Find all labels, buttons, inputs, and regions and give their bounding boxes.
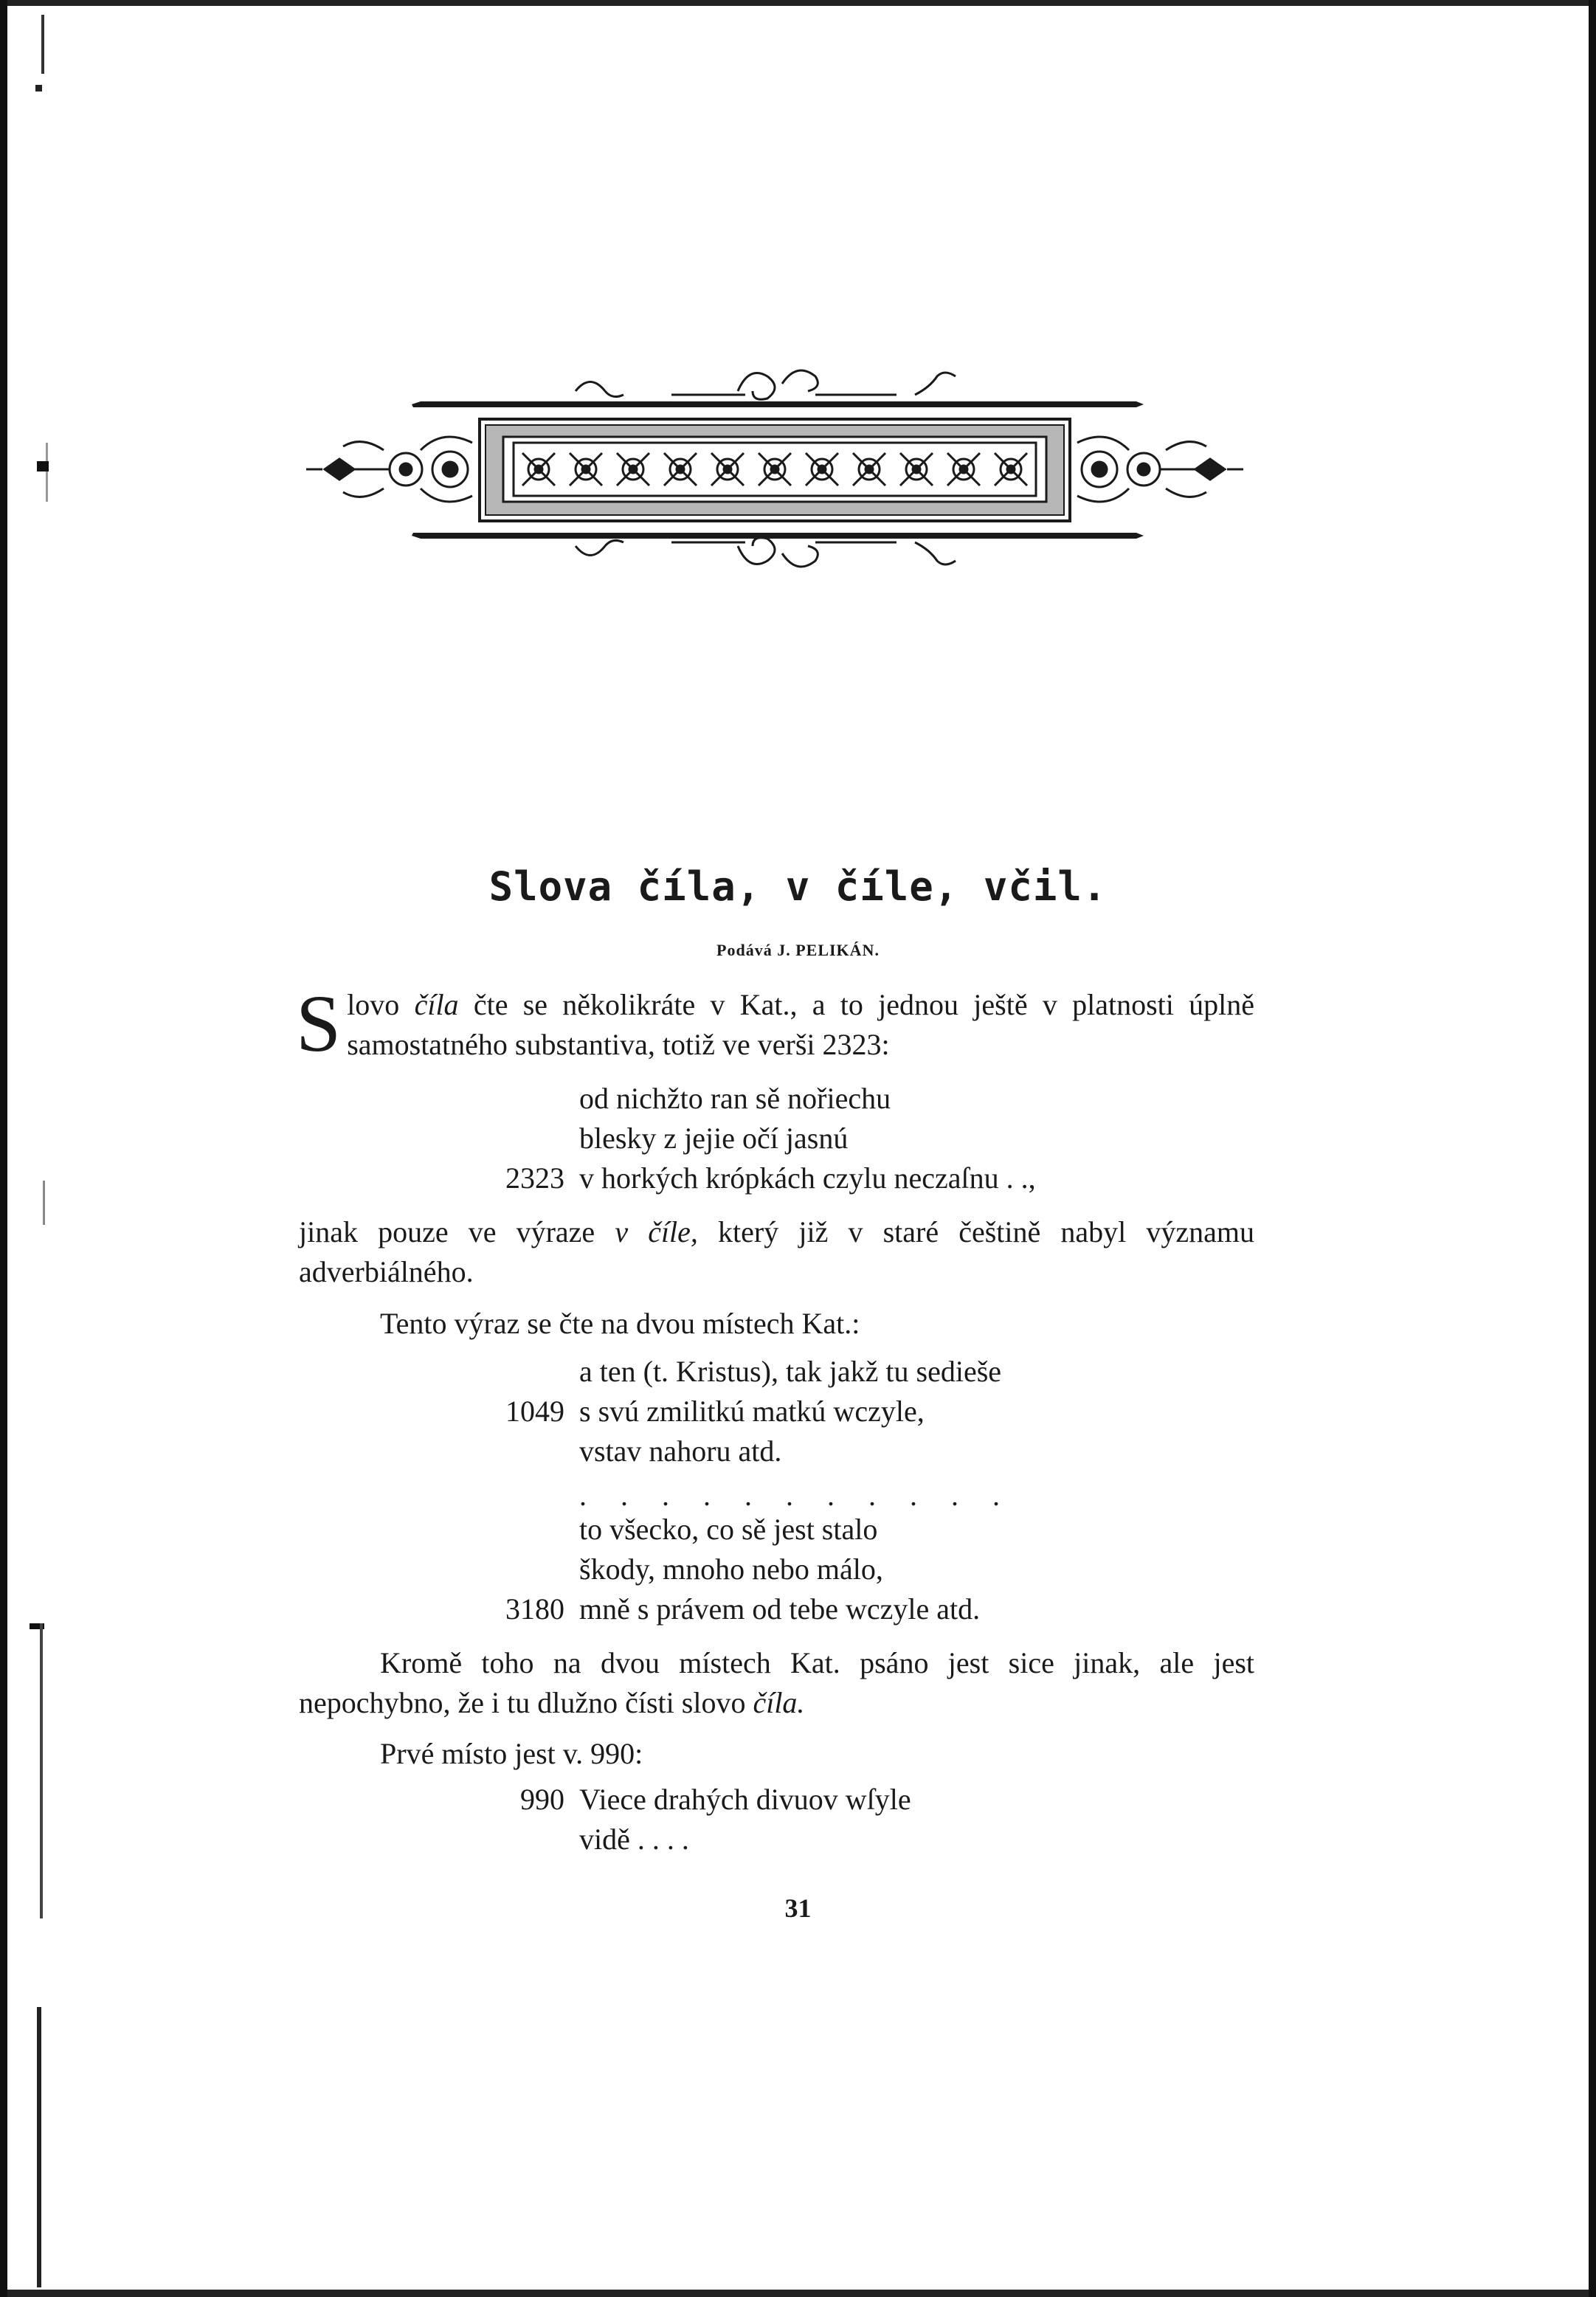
scan-binding-marks <box>7 0 59 2297</box>
scan-edge-top <box>0 0 1596 6</box>
scan-edge-bottom <box>0 2290 1596 2297</box>
emphasis-phrase: v číle, <box>615 1215 698 1248</box>
paragraph-4: Kromě toho na dvou místech Kat. psáno jest sice jinak, ale jest nepochybno, že i tu dlužno čísti slovo číla. <box>299 1646 1254 1719</box>
article-byline: Podává J. PELIKÁN. <box>716 941 880 959</box>
paragraph-2: jinak pouze ve výraze v číle, který již v staré češtině nabyl významu adverbiálného. <box>299 1215 1254 1288</box>
emphasis-word: číla <box>414 988 459 1021</box>
emphasis-word: číla. <box>753 1686 805 1719</box>
page-number: 31 <box>784 1893 812 1923</box>
scan-edge-left <box>0 0 7 2297</box>
scan-edge-right <box>1589 0 1596 2297</box>
verse-number: 990 <box>520 1783 564 1816</box>
verse-number: 2323 <box>505 1161 564 1195</box>
paragraph-5: Prvé místo jest v. 990: <box>380 1737 643 1770</box>
headpiece-ornament <box>295 347 1254 590</box>
drop-cap: S <box>296 978 342 1068</box>
verse-number: 1049 <box>505 1395 564 1428</box>
verse-number: 3180 <box>505 1592 564 1626</box>
intro-paragraph: Slovo číla čte se několikráte v Kat., a to jednou ještě v platnosti úplně samostatného substantiva, totiž ve verši 2323: <box>296 978 1254 1068</box>
article-title: Slova číla, v číle, včil. <box>488 863 1108 910</box>
paragraph-3: Tento výraz se čte na dvou místech Kat.: <box>380 1307 860 1340</box>
